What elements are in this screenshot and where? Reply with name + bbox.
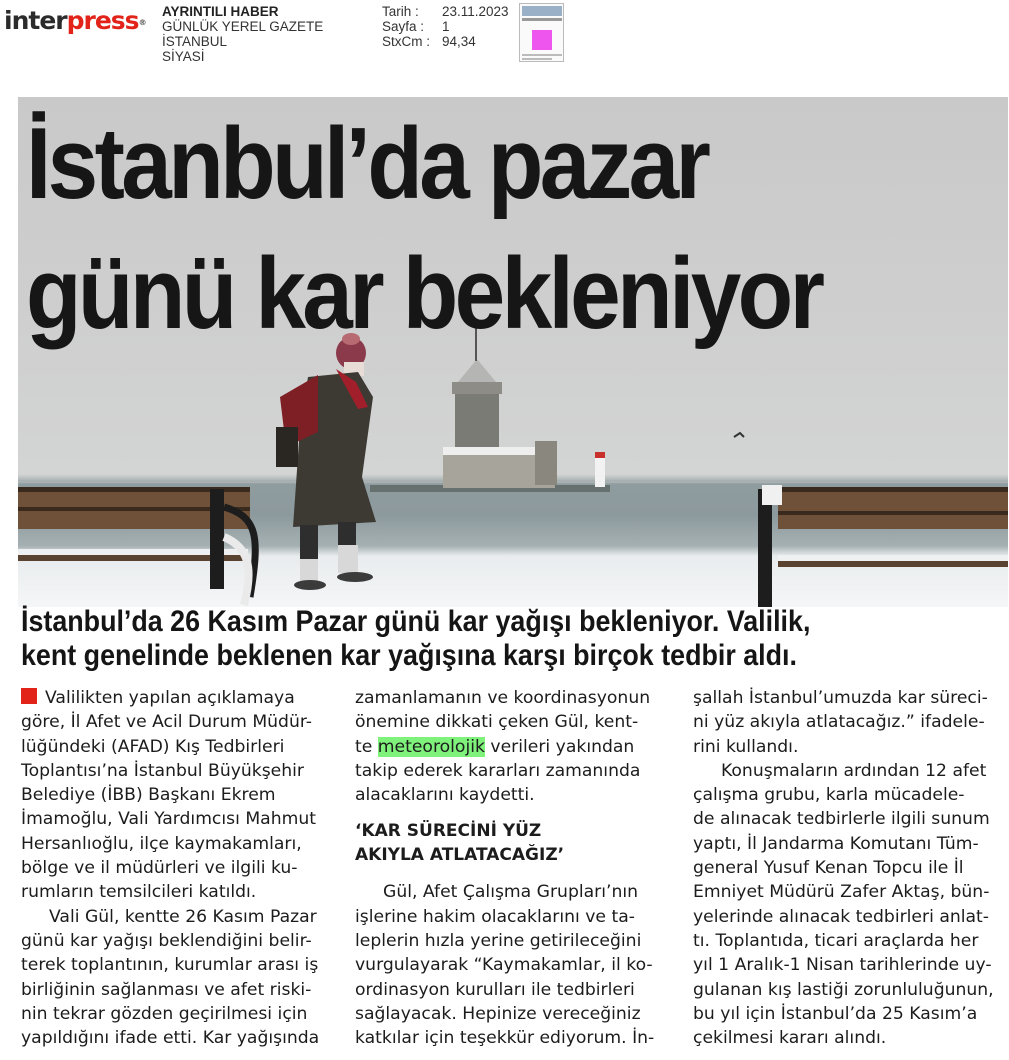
text-line: katkılar için teşekkür ediyorum. İn-	[355, 1028, 655, 1049]
text-line: bu yıl için İstanbul’da 25 Kasım’a	[693, 1003, 978, 1024]
text-line: de alınacak tedbirlerle ilgili sunum	[693, 809, 990, 830]
text-line: Hersanlıoğlu, ilçe kaymakamları,	[21, 833, 302, 854]
text-line: Toplantısı’na İstanbul Büyükşehir	[21, 760, 304, 781]
deck-line: kent genelinde beklenen kar yağışına karşı birçok tedbir aldı.	[21, 639, 797, 672]
text-line: yapıldığını ifade etti. Kar yağışında	[21, 1028, 320, 1049]
text-line: ordinasyon kurulları ile tedbirleri	[355, 979, 635, 1000]
publication-info	[162, 4, 323, 64]
text-line: te meteorolojik verileri yakından	[355, 736, 635, 757]
text-line: bölge ve il müdürleri ve ilgili ku-	[21, 858, 298, 879]
publication-type: GÜNLÜK YEREL GAZETE	[162, 19, 324, 34]
publication-category: SİYASİ	[162, 49, 205, 64]
text-line: terek toplantının, kurumlar arası iş	[21, 955, 319, 976]
text-line: Gül, Afet Çalışma Grupları’nın	[383, 882, 639, 903]
meta-date: Tarih : 23.11.2023	[382, 4, 509, 19]
text-line: tı. Toplantıda, ticari araçlarda her	[693, 930, 979, 951]
text-line: nin tekrar gözden geçirilmesi için	[21, 1003, 308, 1024]
text-line: yelerinde alınacak tedbirleri anlat-	[693, 906, 989, 927]
deck-line: İstanbul’da 26 Kasım Pazar günü kar yağışı bekleniyor. Valilik,	[21, 605, 811, 638]
text-line: önemine dikkati çeken Gül, kent-	[355, 712, 639, 733]
text-line: gulanan kış lastiği zorunluluğunun,	[693, 979, 994, 1000]
text-line: vurgulayarak “Kaymakamlar, il ko-	[355, 955, 653, 976]
text-line: şallah İstanbul’umuzda kar süreci-	[693, 688, 988, 708]
article-photo	[18, 97, 1008, 607]
text-line: Konuşmaların ardından 12 afet	[721, 760, 987, 781]
interpress-logo: interpress®	[4, 6, 146, 35]
text-line: işlerine hakim olacaklarını ve ta-	[355, 906, 635, 927]
red-square-bullet	[21, 688, 37, 704]
text-line: İmamoğlu, Vali Yardımcısı Mahmut	[21, 809, 316, 830]
text-line: göre, İl Afet ve Acil Durum Müdür-	[21, 712, 313, 733]
text-line: sağlayacak. Hepinize vereceğiniz	[355, 1003, 641, 1024]
text-line: rumların temsilcileri katıldı.	[21, 882, 257, 903]
text-line: günü kar yağışı beklendiğini belir-	[21, 930, 312, 951]
article-column-1	[21, 686, 337, 1050]
text-line: leplerin hızla yerine getirileceğini	[355, 931, 642, 952]
text-line: çalışma grubu, karla mücadele-	[693, 785, 965, 806]
text-line: general Yusuf Kenan Topcu ile İl	[693, 858, 964, 879]
headline-line: İstanbul’da pazar	[26, 108, 708, 220]
text-line: Belediye (İBB) Başkanı Ekrem	[21, 785, 276, 806]
registered-mark: ®	[138, 18, 146, 27]
headline-line: günü kar bekleniyor	[26, 238, 822, 350]
text-line: yıl 1 Aralık-1 Nisan tarihlerinde uy-	[693, 955, 992, 976]
publication-name: AYRINTILI HABER	[162, 4, 279, 19]
meta-page: Sayfa : 1	[382, 19, 450, 34]
article-column-3	[693, 686, 1009, 1050]
meta-size: StxCm : 94,34	[382, 34, 476, 49]
text-line: lüğündeki (AFAD) Kış Tedbirleri	[21, 736, 285, 757]
article-column-2	[355, 686, 675, 1051]
text-line: alacaklarını kaydetti.	[355, 785, 535, 806]
text-line: zamanlamanın ve koordinasyonun	[355, 688, 651, 708]
text-line: çekilmesi kararı alındı.	[693, 1028, 887, 1049]
article-subheading: ‘KAR SÜRECİNİ YÜZ AKIYLA ATLATACAĞIZ’	[355, 821, 565, 866]
text-line: yaptı, İl Jandarma Komutanı Tüm-	[693, 833, 979, 854]
text-line: birliğinin sağlanması ve afet riski-	[21, 979, 312, 1000]
text-line: takip ederek kararları zamanında	[355, 760, 641, 781]
text-line: Valilikten yapılan açıklamaya	[21, 686, 337, 710]
article-headline	[26, 99, 821, 359]
publication-city: İSTANBUL	[162, 34, 228, 49]
text-line: Vali Gül, kentte 26 Kasım Pazar	[49, 906, 317, 927]
highlighted-keyword: meteorolojik	[377, 736, 485, 757]
article-deck	[21, 605, 810, 673]
text-line: ni yüz akıyla atlatacağız.” ifadele-	[693, 712, 985, 733]
text-line: Emniyet Müdürü Zafer Aktaş, bün-	[693, 882, 990, 903]
text-line: rini kullandı.	[693, 736, 799, 757]
page-thumbnail[interactable]	[519, 3, 564, 62]
clipping-meta	[382, 4, 509, 49]
